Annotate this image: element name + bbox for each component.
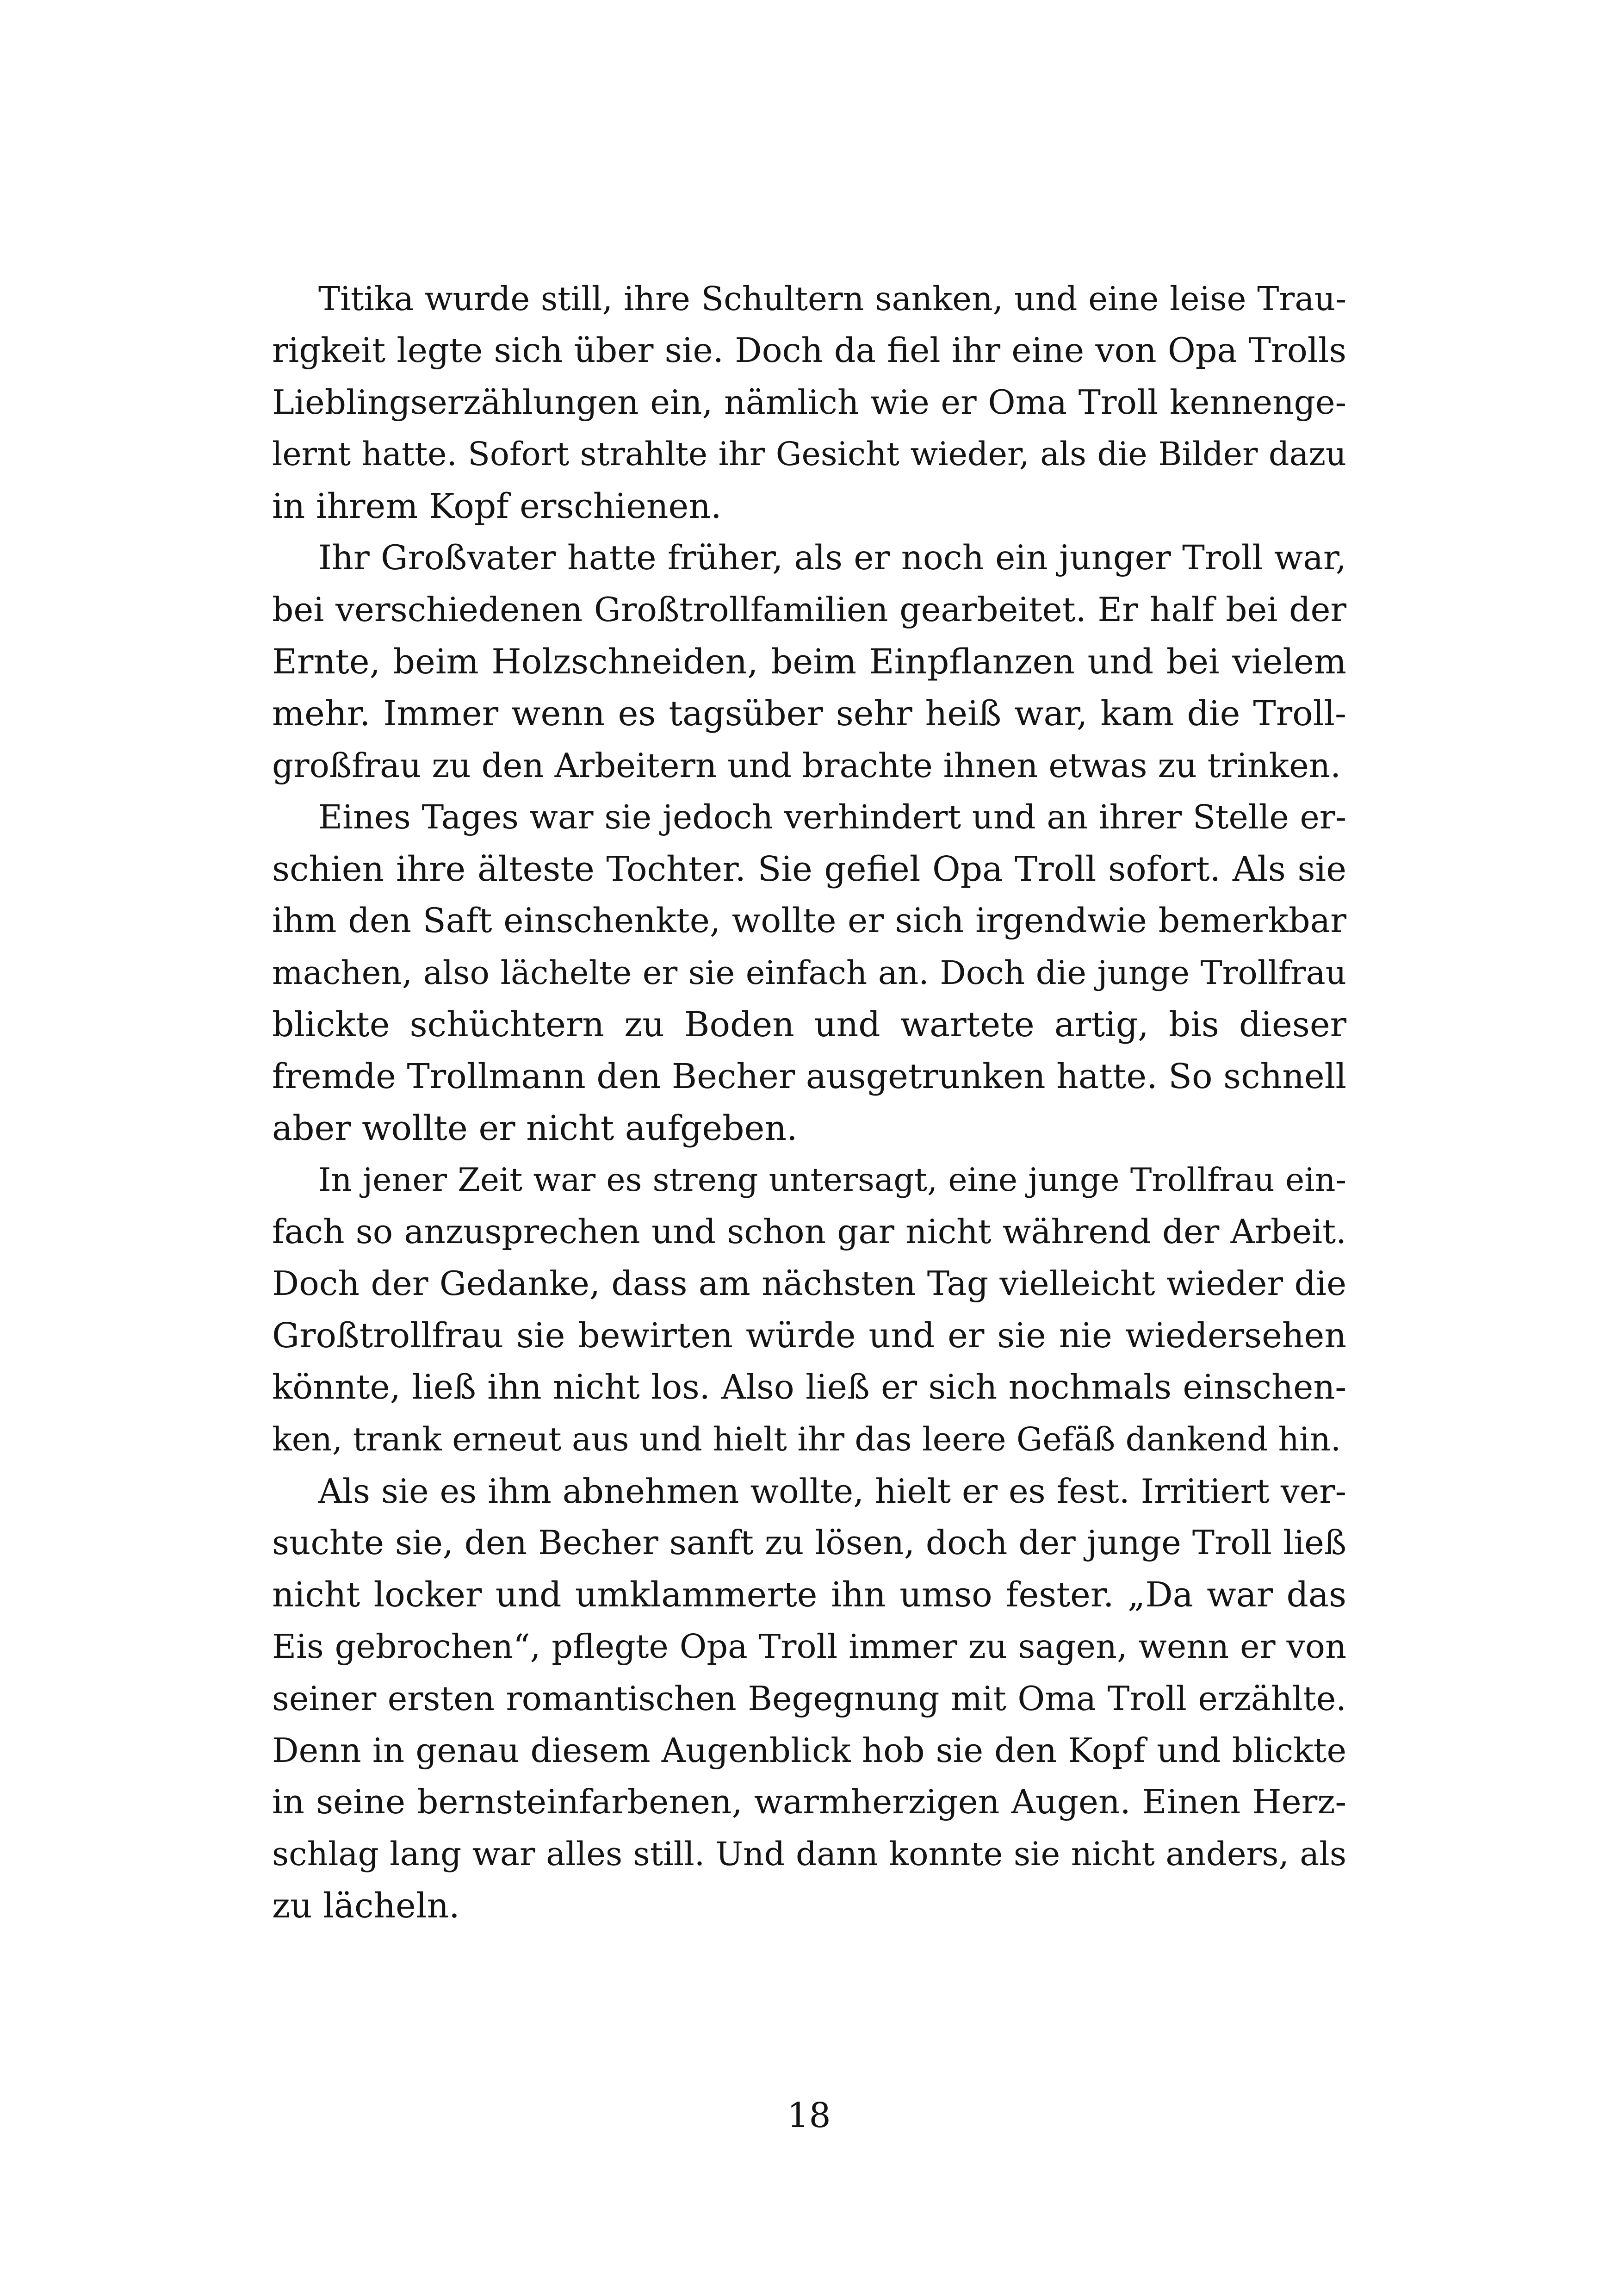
text-line: Eis gebrochen“, pflegte Opa Troll immer zu sagen, wenn er von (272, 1627, 1346, 1666)
text-line: nicht locker und umklammerte ihn umso fester. „Da war das (272, 1575, 1346, 1615)
page-number: 18 (787, 2096, 831, 2135)
text-line: ihm den Saft einschenkte, wollte er sich irgendwie bemerkbar (272, 901, 1346, 940)
text-line: in ihrem Kopf erschienen. (272, 486, 722, 526)
text-line: In jener Zeit war es streng untersagt, eine junge Trollfrau ein- (318, 1161, 1346, 1199)
text-line: blickte schüchtern zu Boden und wartete artig, bis dieser (272, 1005, 1346, 1045)
text-line: Ihr Großvater hatte früher, als er noch ein junger Troll war, (318, 538, 1346, 578)
text-line: bei verschiedenen Großtrollfamilien gearbeitet. Er half bei der (272, 591, 1346, 629)
paragraph-1 (272, 273, 1346, 532)
text-line: Titika wurde still, ihre Schultern sanken, und eine leise Trau- (318, 280, 1346, 318)
paragraph-4 (272, 1154, 1346, 1465)
text-line: Ernte, beim Holzschneiden, beim Einpflanzen und bei vielem (272, 642, 1346, 682)
paragraph-5 (272, 1465, 1346, 1932)
text-line: zu lächeln. (272, 1886, 460, 1926)
text-line: könnte, ließ ihn nicht los. Also ließ er sich nochmals einschen- (272, 1368, 1346, 1407)
text-line: in seine bernsteinfarbenen, warmherzigen Augen. Einen Herz- (272, 1783, 1346, 1822)
text-line: Großtrollfrau sie bewirten würde und er sie nie wiedersehen (272, 1316, 1346, 1356)
text-line: fremde Trollmann den Becher ausgetrunken hatte. So schnell (272, 1057, 1346, 1096)
text-line: Denn in genau diesem Augenblick hob sie den Kopf und blickte (272, 1731, 1346, 1770)
text-line: Lieblingserzählungen ein, nämlich wie er Oma Troll kennenge- (272, 383, 1346, 422)
text-line: seiner ersten romantischen Begegnung mit Oma Troll erzählte. (272, 1679, 1346, 1718)
paragraph-2 (272, 532, 1346, 791)
text-line: machen, also lächelte er sie einfach an. Doch die junge Trollfrau (272, 954, 1346, 992)
text-line: Als sie es ihm abnehmen wollte, hielt er es fest. Irritiert ver- (318, 1472, 1346, 1511)
text-line: suchte sie, den Becher sanft zu lösen, doch der junge Troll ließ (272, 1524, 1346, 1562)
body-text (272, 273, 1346, 1932)
paragraph-3 (272, 791, 1346, 1154)
text-line: ken, trank erneut aus und hielt ihr das leere Gefäß dankend hin. (272, 1420, 1341, 1458)
text-line: fach so anzusprechen und schon gar nicht während der Arbeit. (272, 1213, 1346, 1251)
text-line: schlag lang war alles still. Und dann konnte sie nicht anders, als (272, 1835, 1346, 1873)
text-line: Doch der Gedanke, dass am nächsten Tag vielleicht wieder die (272, 1264, 1346, 1303)
text-line: aber wollte er nicht aufgeben. (272, 1108, 798, 1148)
text-line: lernt hatte. Sofort strahlte ihr Gesicht wieder, als die Bilder dazu (272, 436, 1346, 473)
text-line: großfrau zu den Arbeitern und brachte ihnen etwas zu trinken. (272, 746, 1341, 785)
text-line: mehr. Immer wenn es tagsüber sehr heiß war, kam die Troll- (272, 694, 1346, 734)
text-line: rigkeit legte sich über sie. Doch da fiel ihr eine von Opa Trolls (272, 331, 1346, 370)
text-line: schien ihre älteste Tochter. Sie gefiel Opa Troll sofort. Als sie (272, 849, 1346, 889)
text-line: Eines Tages war sie jedoch verhindert und an ihrer Stelle er- (318, 798, 1346, 836)
